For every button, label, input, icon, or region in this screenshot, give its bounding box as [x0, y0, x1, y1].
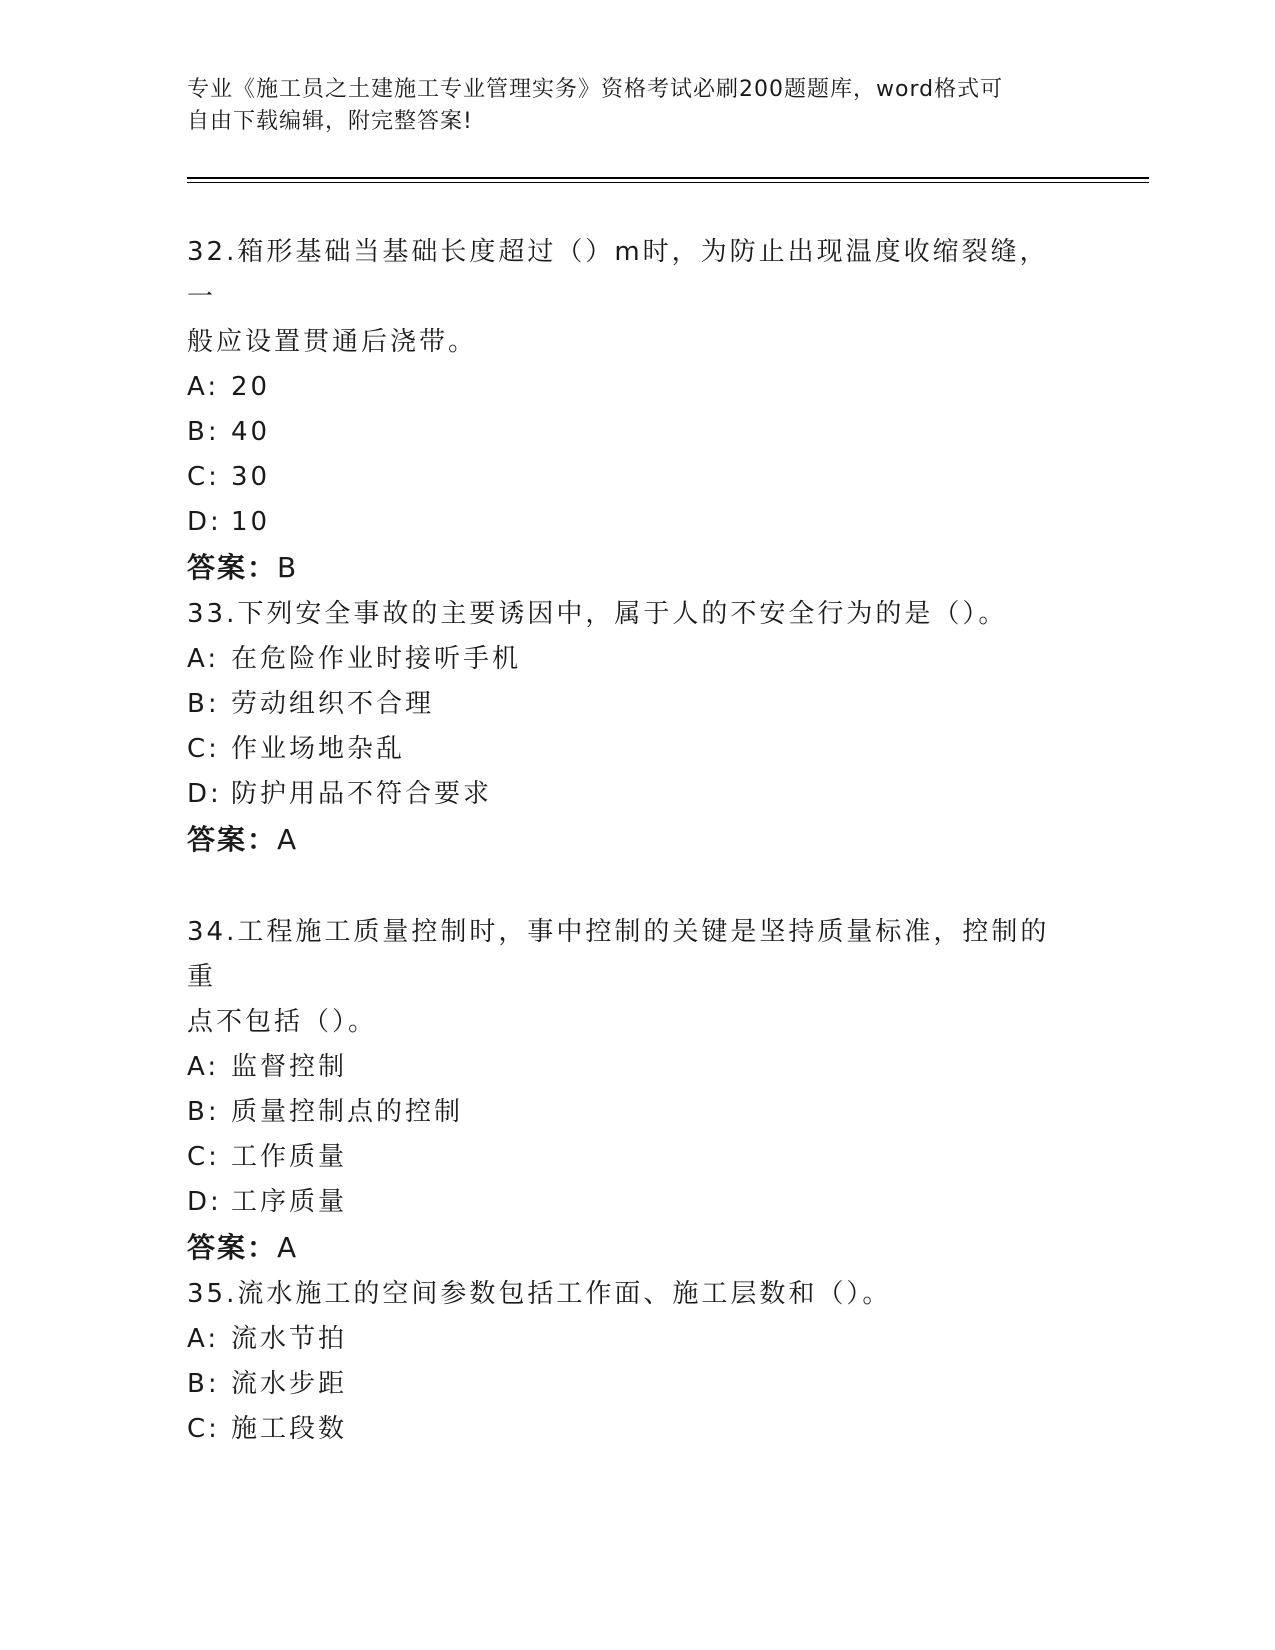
question-stem: 35.流水施工的空间参数包括工作面、施工层数和（）。	[187, 1279, 892, 1309]
option-c: C: 工作质量	[187, 1142, 348, 1172]
option-c: C: 作业场地杂乱	[187, 734, 406, 764]
option-d: D: 工序质量	[187, 1187, 348, 1217]
question-34	[187, 910, 1067, 1270]
question-35	[187, 1272, 1067, 1452]
answer-line: 答案：A	[187, 1231, 299, 1264]
answer-line: 答案：A	[187, 823, 299, 856]
option-b: B: 劳动组织不合理	[187, 689, 435, 719]
option-a: A: 流水节拍	[187, 1324, 348, 1354]
question-33	[187, 592, 1067, 862]
option-a: A: 在危险作业时接听手机	[187, 644, 522, 674]
question-32	[187, 230, 1067, 590]
option-a: A: 20	[187, 372, 271, 402]
option-b: B: 质量控制点的控制	[187, 1097, 464, 1127]
question-stem: 32.箱形基础当基础长度超过（）m时，为防止出现温度收缩裂缝，一 般应设置贯通后浇带。	[187, 237, 1049, 357]
answer-value: A	[277, 823, 299, 856]
header-divider-top	[187, 177, 1149, 179]
document-header	[187, 74, 1057, 138]
option-b: B: 流水步距	[187, 1369, 348, 1399]
header-divider-bottom	[187, 182, 1149, 183]
option-d: D: 10	[187, 507, 271, 537]
option-c: C: 30	[187, 462, 271, 492]
header-line-1: 专业《施工员之土建施工专业管理实务》资格考试必刷200题题库，word格式可	[187, 77, 1004, 102]
option-b: B: 40	[187, 417, 271, 447]
option-c: C: 施工段数	[187, 1414, 348, 1444]
answer-value: A	[277, 1231, 299, 1264]
question-stem: 33.下列安全事故的主要诱因中，属于人的不安全行为的是（）。	[187, 599, 1008, 629]
answer-line: 答案：B	[187, 551, 299, 584]
option-d: D: 防护用品不符合要求	[187, 779, 493, 809]
option-a: A: 监督控制	[187, 1052, 348, 1082]
header-line-2: 自由下载编辑，附完整答案!	[187, 109, 473, 134]
question-stem: 34.工程施工质量控制时，事中控制的关键是坚持质量标准，控制的重 点不包括（）。	[187, 917, 1050, 1037]
answer-value: B	[277, 551, 299, 584]
